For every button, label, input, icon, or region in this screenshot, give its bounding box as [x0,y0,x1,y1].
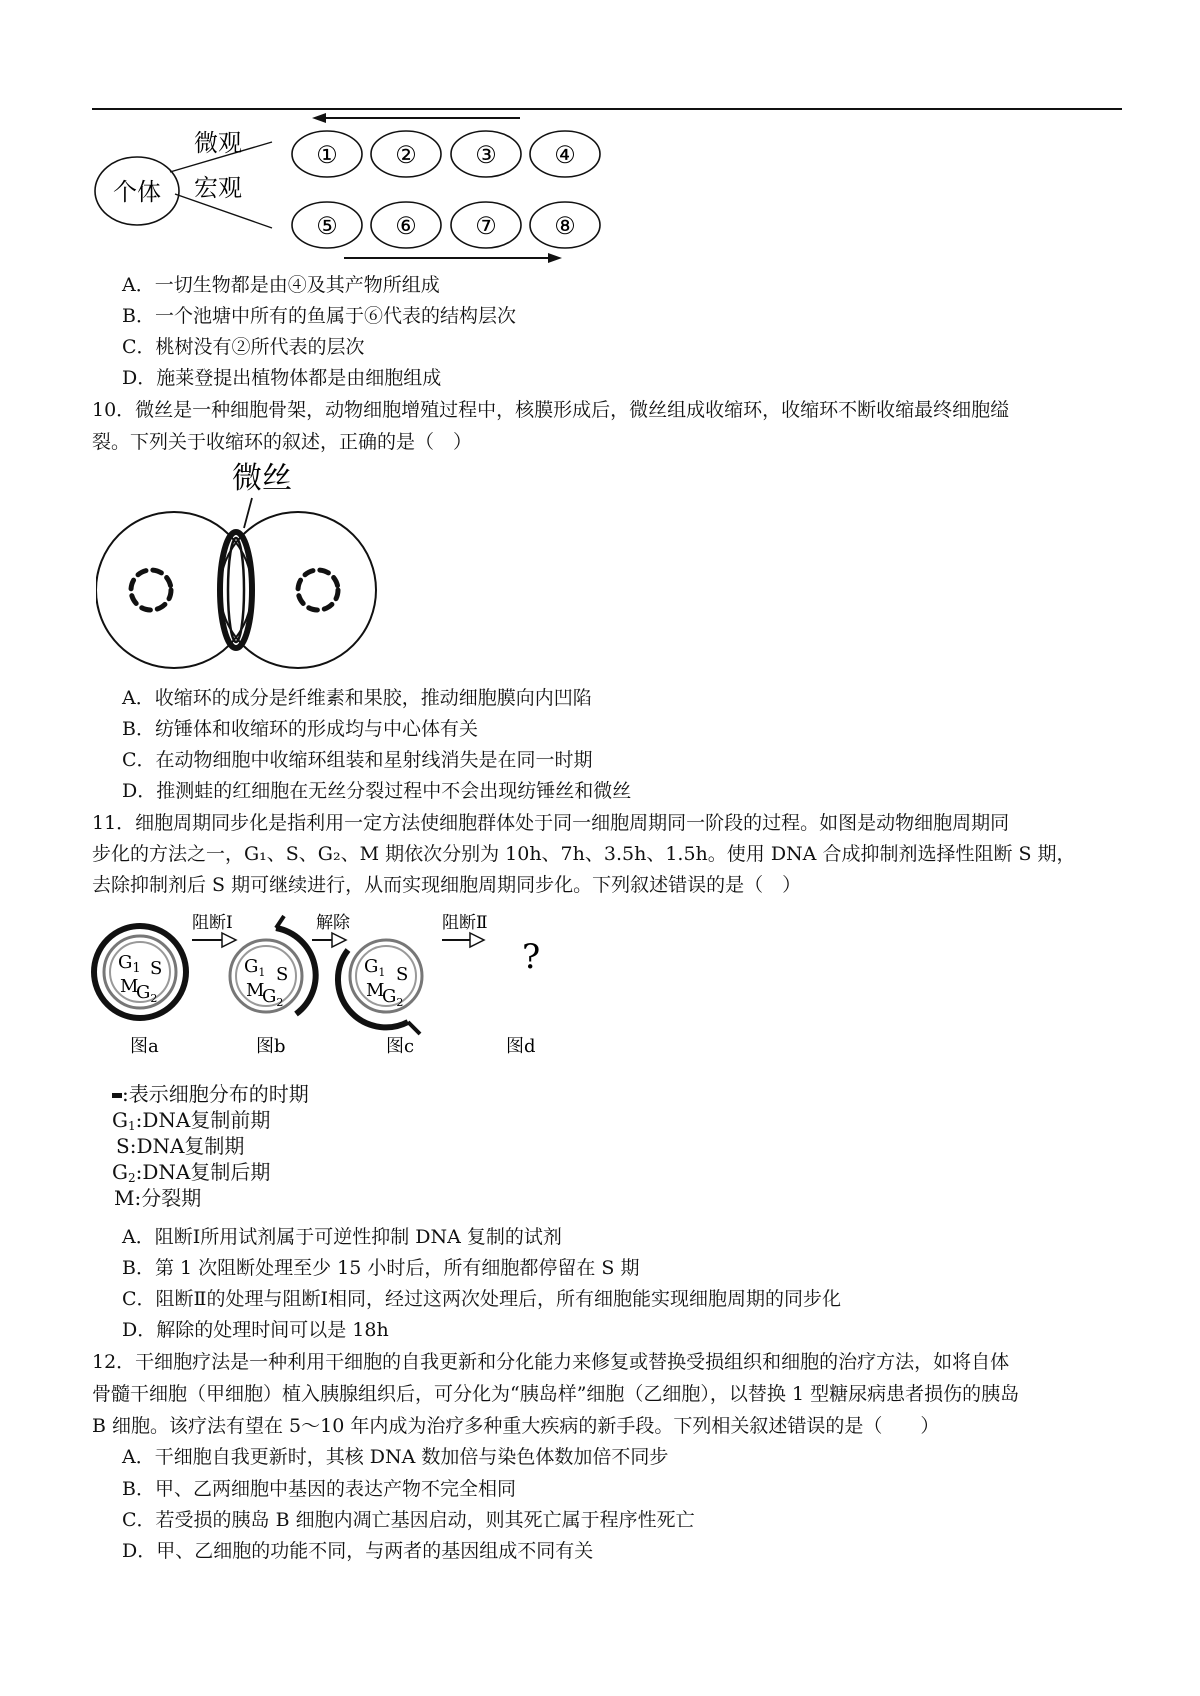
q10-option-c: C．在动物细胞中收缩环组装和星射线消失是在同一时期 [122,749,593,771]
label-pointer [244,498,252,528]
phase-s-c: S [396,964,409,985]
node-5-label: ⑤ [316,212,338,240]
q9-option-a: A．一切生物都是由④及其产物所组成 [122,274,440,296]
top-nodes [292,131,600,177]
legend-s-text: :DNA复制期 [129,1134,245,1158]
phase-g1-c: $G_1$ [364,956,386,979]
q11-option-b: B．第 1 次阻断处理至少 15 小时后，所有细胞都停留在 S 期 [122,1257,640,1279]
phase-s-a: S [150,958,163,979]
q12-option-c: C．若受损的胰岛 B 细胞内凋亡基因启动，则其死亡属于程序性死亡 [122,1509,695,1531]
legend-m-text: :分裂期 [134,1186,202,1210]
node-4-label: ④ [554,141,576,169]
cell-cycle-a [94,926,186,1018]
node-2-label: ② [395,141,417,169]
arrow-label-block1: 阻断Ⅰ [192,913,233,933]
panel-label-d: 图d [506,1036,536,1057]
q10-stem-line2: 裂。下列关于收缩环的叙述，正确的是（ ） [92,431,473,453]
micro-label: 微观 [194,129,242,157]
question-mark: ? [522,937,541,977]
node-6-label: ⑥ [395,212,417,240]
arrow-left-head [312,113,326,123]
q10-option-d: D．推测蛙的红细胞在无丝分裂过程中不会出现纺锤丝和微丝 [122,780,632,802]
legend-g1: G1:DNA复制前期 [112,1108,271,1133]
q11-stem-line2: 步化的方法之一，G₁、S、G₂、M 期依次分别为 10h、7h、3.5h、1.5h。使用 DNA 合成抑制剂选择性阻断 S 期， [92,843,1076,865]
legend-g2-text: :DNA复制后期 [135,1160,271,1184]
q12-stem-line3: B 细胞。该疗法有望在 5～10 年内成为治疗多种重大疾病的新手段。下列相关叙述错误的是（ ） [92,1415,940,1437]
legend-g1-text: :DNA复制前期 [135,1108,271,1132]
phase-m-a: M [120,976,139,997]
legend-bar-swatch [112,1093,122,1098]
contractile-ring-inner [228,538,244,642]
panel-label-b: 图b [256,1036,286,1057]
phase-g1-a: $G_1$ [118,952,141,976]
phase-m-b: M [246,980,265,1001]
microfilament-figure [96,458,396,678]
q12-option-a: A．干细胞自我更新时，其核 DNA 数加倍与染色体数加倍不同步 [122,1446,669,1468]
legend-bar-text: :表示细胞分布的时期 [122,1082,309,1106]
microfilament-label: 微丝 [232,461,292,496]
legend-bar [112,1084,309,1104]
phase-g2-b: $G_2$ [262,986,284,1009]
arrow-label-release: 解除 [316,913,350,933]
cell-cycle-figure [90,910,570,1060]
panel-label-a: 图a [130,1036,159,1057]
cell-cycle-b [230,916,316,1014]
q12-stem-line1: 12．干细胞疗法是一种利用干细胞的自我更新和分化能力来修复或替换受损组织和细胞的治疗方法，如将自体 [92,1351,1010,1373]
phase-m-c: M [366,980,385,1001]
node-1-label: ① [316,141,338,169]
q9-option-c: C．桃树没有②所代表的层次 [122,336,365,358]
q9-option-d: D．施莱登提出植物体都是由细胞组成 [122,367,442,389]
q12-option-d: D．甲、乙细胞的功能不同，与两者的基因组成不同有关 [122,1540,594,1562]
legend-g2: G2:DNA复制后期 [112,1160,271,1185]
right-nucleus-chromatin [298,570,338,610]
q9-option-b: B．一个池塘中所有的鱼属于⑥代表的结构层次 [122,305,516,327]
q10-option-b: B．纺锤体和收缩环的形成均与中心体有关 [122,718,478,740]
q11-stem-line3: 去除抑制剂后 S 期可继续进行，从而实现细胞周期同步化。下列叙述错误的是（ ） [92,874,802,896]
legend-s: S:DNA复制期 [116,1134,245,1158]
node-7-label: ⑦ [475,212,497,240]
node-8-label: ⑧ [554,212,576,240]
levels-diagram [90,112,610,272]
contractile-ring [220,532,252,648]
arrow-right-head [548,253,562,263]
individual-label: 个体 [113,178,161,206]
q10-option-a: A．收缩环的成分是纤维素和果胶，推动细胞膜向内凹陷 [122,687,592,709]
phase-s-b: S [276,964,289,985]
bottom-nodes [292,202,600,248]
q11-option-c: C．阻断Ⅱ的处理与阻断Ⅰ相同，经过这两次处理后，所有细胞能实现细胞周期的同步化 [122,1288,841,1310]
phase-g1-b: $G_1$ [244,956,266,979]
q12-stem-line2: 骨髓干细胞（甲细胞）植入胰腺组织后，可分化为“胰岛样”细胞（乙细胞），以替换 1 型糖尿病患者损伤的胰岛 [92,1383,1020,1405]
q10-stem-line1: 10．微丝是一种细胞骨架，动物细胞增殖过程中，核膜形成后，微丝组成收缩环，收缩环不断收缩最终细胞缢 [92,399,1010,421]
arrow-label-block2: 阻断Ⅱ [442,913,488,933]
phase-g2-a: $G_2$ [136,982,158,1005]
legend-m: M:分裂期 [114,1186,202,1210]
q11-option-d: D．解除的处理时间可以是 18h [122,1319,389,1341]
q12-option-b: B．甲、乙两细胞中基因的表达产物不完全相同 [122,1478,516,1500]
left-nucleus-chromatin [131,570,171,610]
phase-g2-c: $G_2$ [382,986,404,1009]
macro-label: 宏观 [194,174,242,202]
q11-option-a: A．阻断Ⅰ所用试剂属于可逆性抑制 DNA 复制的试剂 [122,1226,562,1248]
panel-label-c: 图c [386,1036,415,1057]
cell-cycle-c [338,940,422,1034]
q11-stem-line1: 11．细胞周期同步化是指利用一定方法使细胞群体处于同一细胞周期同一阶段的过程。如图是动物细胞周期同 [92,812,1010,834]
header-rule [92,108,1122,110]
node-3-label: ③ [475,141,497,169]
